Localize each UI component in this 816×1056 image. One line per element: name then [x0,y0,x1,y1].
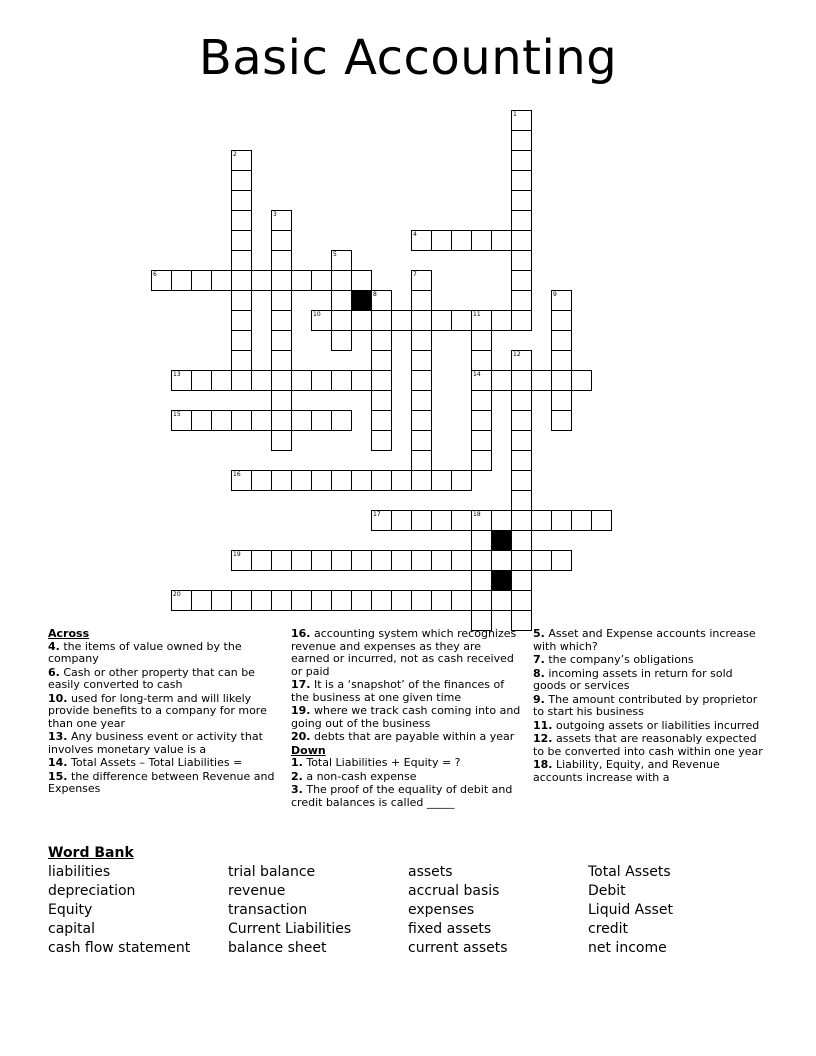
clue-item [291,757,523,770]
word-bank-column [588,863,768,958]
crossword-cell[interactable] [331,410,352,431]
crossword-cell[interactable] [411,350,432,371]
crossword-cell[interactable] [171,270,192,291]
crossword-cell[interactable] [551,310,572,331]
crossword-cell[interactable] [511,370,532,391]
crossword-cell[interactable] [411,330,432,351]
crossword-cell[interactable] [511,150,532,171]
crossword-cell[interactable] [311,550,332,571]
crossword-cell[interactable] [411,270,432,291]
clue-text: debts that are payable within a year [314,730,515,743]
crossword-cell[interactable] [271,330,292,351]
crossword-cell[interactable] [231,170,252,191]
down-header: Down [291,743,326,757]
crossword-cell[interactable] [211,370,232,391]
crossword-cell[interactable] [251,270,272,291]
clue-number: 13 [173,371,181,378]
crossword-cell[interactable] [511,430,532,451]
crossword-cell[interactable] [571,370,592,391]
crossword-cell[interactable] [291,370,312,391]
crossword-cell[interactable] [251,590,272,611]
crossword-cell[interactable] [211,590,232,611]
clue-text: Any business event or activity that involves monetary value is a [48,730,263,756]
word-bank-item: balance sheet [228,940,327,956]
crossword-cell[interactable] [351,550,372,571]
crossword-cell[interactable] [271,470,292,491]
crossword-cell[interactable] [391,550,412,571]
clue-item [291,731,523,744]
crossword-cell[interactable] [491,510,512,531]
crossword-cell[interactable] [311,370,332,391]
crossword-cell[interactable] [451,230,472,251]
crossword-cell[interactable] [511,390,532,411]
crossword-cell[interactable] [511,450,532,471]
crossword-cell[interactable] [471,230,492,251]
crossword-cell[interactable] [471,390,492,411]
crossword-cell[interactable] [231,150,252,171]
crossword-cell[interactable] [271,550,292,571]
crossword-cell[interactable] [511,110,532,131]
crossword-cell[interactable] [471,550,492,571]
word-bank-item: transaction [228,902,308,918]
crossword-cell[interactable] [331,250,352,271]
clue-number: 2 [233,151,237,158]
crossword-cell[interactable] [411,430,432,451]
clue-text: the difference between Revenue and Expenses [48,769,275,795]
clue-text: the company’s obligations [548,653,694,666]
crossword-cell[interactable] [451,590,472,611]
clue-text: The amount contributed by proprietor to start his business [533,692,758,718]
crossword-cell[interactable] [511,590,532,611]
clue-item [533,668,765,693]
crossword-cell[interactable] [551,290,572,311]
crossword-cell[interactable] [431,470,452,491]
crossword-cell[interactable] [471,450,492,471]
crossword-cell[interactable] [551,370,572,391]
crossword-cell[interactable] [411,450,432,471]
crossword-cell[interactable] [371,370,392,391]
crossword-cell[interactable] [331,310,352,331]
crossword-cell[interactable] [511,570,532,591]
crossword-cell[interactable] [311,470,332,491]
crossword-cell[interactable] [151,270,172,291]
crossword-cell[interactable] [451,510,472,531]
crossword-cell[interactable] [231,410,252,431]
crossword-cell[interactable] [231,350,252,371]
crossword-cell[interactable] [231,210,252,231]
clue-number: 3 [273,211,277,218]
clue-number-label: 15. [48,769,68,783]
clue-number-label: 5. [533,627,545,640]
word-bank-item: current assets [408,940,508,956]
clue-text: The proof of the equality of debit and credit balances is called _____ [291,783,513,809]
crossword-cell[interactable] [511,130,532,151]
crossword-cell[interactable] [271,310,292,331]
crossword-cell[interactable] [231,250,252,271]
clue-item [48,667,280,692]
crossword-cell[interactable] [271,410,292,431]
word-bank-column [48,863,228,958]
clue-number-label: 14. [48,756,68,769]
crossword-cell[interactable] [411,510,432,531]
crossword-cell[interactable] [371,290,392,311]
crossword-cell[interactable] [511,170,532,191]
clue-number-label: 7. [533,653,545,666]
crossword-cell[interactable] [291,590,312,611]
clue-number: 16 [233,471,241,478]
crossword-cell[interactable] [271,390,292,411]
clue-text: assets that are reasonably expected to be converted into cash within one year [533,732,763,758]
clue-text: the items of value owned by the company [48,639,242,665]
clue-number-label: 3. [291,783,303,796]
crossword-cell[interactable] [311,310,332,331]
crossword-cell[interactable] [511,250,532,271]
crossword-cell[interactable] [251,550,272,571]
crossword-cell[interactable] [471,330,492,351]
crossword-cell[interactable] [471,510,492,531]
crossword-cell[interactable] [431,590,452,611]
crossword-cell[interactable] [231,470,252,491]
clue-text: incoming assets in return for sold goods or services [533,666,733,692]
crossword-cell[interactable] [511,230,532,251]
crossword-cell[interactable] [471,370,492,391]
crossword-cell[interactable] [311,590,332,611]
crossword-cell[interactable] [511,350,532,371]
clue-text: a non-cash expense [306,769,417,783]
crossword-cell[interactable] [551,330,572,351]
clue-number-label: 16. [291,627,311,640]
crossword-cell[interactable] [411,390,432,411]
clue-text: It is a ‘snapshot’ of the finances of the business at one given time [291,678,505,704]
clue-item [533,720,765,733]
clue-number-label: 1. [291,756,303,769]
crossword-cell[interactable] [191,370,212,391]
crossword-cell[interactable] [591,510,612,531]
crossword-cell[interactable] [471,430,492,451]
crossword-cell[interactable] [471,570,492,591]
crossword-cell[interactable] [231,330,252,351]
crossword-cell[interactable] [471,530,492,551]
crossword-black-cell [491,570,512,591]
clue-text: Total Assets – Total Liabilities = [71,756,243,769]
clue-number-label: 20. [291,730,311,743]
crossword-cell[interactable] [411,370,432,391]
clue-text: used for long-term and will likely provide benefits to a company for more than one year [48,691,267,730]
crossword-cell[interactable] [271,370,292,391]
clue-number-label: 19. [291,704,311,717]
crossword-cell[interactable] [451,310,472,331]
crossword-cell[interactable] [171,370,192,391]
crossword-cell[interactable] [311,410,332,431]
crossword-cell[interactable] [551,550,572,571]
crossword-cell[interactable] [551,390,572,411]
crossword-cell[interactable] [331,590,352,611]
crossword-cell[interactable] [571,510,592,531]
crossword-cell[interactable] [191,590,212,611]
crossword-cell[interactable] [411,230,432,251]
crossword-cell[interactable] [551,410,572,431]
crossword-cell[interactable] [351,370,372,391]
clue-number-label: 4. [48,639,60,653]
crossword-cell[interactable] [371,310,392,331]
clue-item [291,705,523,730]
crossword-cell[interactable] [231,290,252,311]
clue-item [533,654,765,667]
clue-number: 1 [513,111,517,118]
clue-item [291,628,523,678]
crossword-cell[interactable] [471,350,492,371]
clues-column-3 [533,628,765,785]
clue-number: 14 [473,371,481,378]
clue-item [48,771,280,796]
crossword-cell[interactable] [491,590,512,611]
clue-item [533,694,765,719]
word-bank-item: credit [588,921,629,937]
clue-number-label: 12. [533,732,553,745]
crossword-cell[interactable] [271,250,292,271]
clue-number: 11 [473,311,481,318]
clue-text: Liability, Equity, and Revenue accounts increase with a [533,758,720,784]
crossword-cell[interactable] [431,230,452,251]
crossword-cell[interactable] [331,550,352,571]
clue-number-label: 9. [533,692,545,706]
crossword-cell[interactable] [551,510,572,531]
crossword-cell[interactable] [271,270,292,291]
clue-text: Cash or other property that can be easily converted to cash [48,665,255,691]
crossword-cell[interactable] [411,410,432,431]
crossword-cell[interactable] [371,550,392,571]
crossword-cell[interactable] [251,470,272,491]
clue-text: Total Liabilities + Equity = ? [306,756,461,769]
word-bank-item: Debit [588,883,626,899]
crossword-cell[interactable] [511,490,532,511]
clue-item [291,771,523,784]
clue-text: Asset and Expense accounts increase with which? [533,627,756,653]
crossword-cell[interactable] [271,590,292,611]
crossword-cell[interactable] [391,510,412,531]
crossword-cell[interactable] [371,410,392,431]
crossword-cell[interactable] [391,310,412,331]
across-header: Across [48,627,90,640]
clue-number: 5 [333,251,337,258]
clue-number: 8 [373,291,377,298]
clue-text: where we track cash coming into and going out of the business [291,704,521,730]
word-bank-item: Current Liabilities [228,921,352,937]
clue-number-label: 11. [533,718,553,732]
clue-item [48,693,280,731]
crossword-cell[interactable] [231,370,252,391]
crossword-cell[interactable] [371,590,392,611]
crossword-cell[interactable] [431,510,452,531]
crossword-cell[interactable] [271,290,292,311]
crossword-cell[interactable] [231,270,252,291]
crossword-cell[interactable] [511,530,532,551]
crossword-cell[interactable] [491,230,512,251]
word-bank-title: Word Bank [48,845,134,861]
word-bank-item: liabilities [48,864,111,880]
crossword-cell[interactable] [511,510,532,531]
crossword-cell[interactable] [511,410,532,431]
clue-number: 18 [473,511,481,518]
word-bank-item: cash flow statement [48,940,191,956]
crossword-cell[interactable] [491,310,512,331]
word-bank-column [408,863,588,958]
crossword-cell[interactable] [171,590,192,611]
crossword-cell[interactable] [291,550,312,571]
crossword-cell[interactable] [471,310,492,331]
clues-column-2 [291,628,523,810]
crossword-cell[interactable] [411,590,432,611]
crossword-cell[interactable] [311,270,332,291]
word-bank-item: revenue [228,883,286,899]
word-bank-item: fixed assets [408,921,492,937]
crossword-cell[interactable] [231,230,252,251]
crossword-cell[interactable] [471,410,492,431]
crossword-cell[interactable] [191,410,212,431]
crossword-cell[interactable] [331,290,352,311]
crossword-black-cell [491,530,512,551]
crossword-cell[interactable] [471,590,492,611]
crossword-cell[interactable] [351,270,372,291]
crossword-cell[interactable] [371,470,392,491]
crossword-cell[interactable] [511,550,532,571]
crossword-cell[interactable] [331,270,352,291]
crossword-cell[interactable] [351,590,372,611]
crossword-cell[interactable] [391,470,412,491]
crossword-cell[interactable] [451,550,472,571]
crossword-cell[interactable] [271,230,292,251]
crossword-cell[interactable] [231,590,252,611]
crossword-cell[interactable] [271,210,292,231]
clue-number-label: 2. [291,769,303,783]
word-bank-item: depreciation [48,883,136,899]
crossword-cell[interactable] [371,390,392,411]
page-title: Basic Accounting [198,30,618,86]
word-bank-item: net income [588,940,667,956]
clue-number: 20 [173,591,181,598]
crossword-cell[interactable] [351,470,372,491]
crossword-cell[interactable] [491,550,512,571]
clue-number: 7 [413,271,417,278]
crossword-cell[interactable] [331,370,352,391]
clue-item [48,731,280,756]
clue-item [533,733,765,758]
clue-number: 17 [373,511,381,518]
crossword-cell[interactable] [531,550,552,571]
clue-number-label: 6. [48,665,60,679]
crossword-cell[interactable] [511,290,532,311]
clue-number: 9 [553,291,557,298]
crossword-cell[interactable] [531,510,552,531]
crossword-cell[interactable] [171,410,192,431]
clue-number: 4 [413,231,417,238]
crossword-cell[interactable] [451,470,472,491]
crossword-cell[interactable] [351,310,372,331]
crossword-cell[interactable] [371,350,392,371]
crossword-cell[interactable] [511,270,532,291]
crossword-cell[interactable] [211,270,232,291]
crossword-cell[interactable] [251,370,272,391]
word-bank-column [228,863,408,958]
crossword-cell[interactable] [411,310,432,331]
word-bank-item: trial balance [228,864,316,880]
clue-text: outgoing assets or liabilities incurred [556,718,760,732]
crossword-cell[interactable] [291,410,312,431]
crossword-cell[interactable] [431,550,452,571]
clue-item [533,759,765,784]
clue-number-label: 17. [291,678,311,691]
word-bank-item: Total Assets [588,864,671,880]
crossword-cell[interactable] [271,350,292,371]
clue-number: 10 [313,311,321,318]
crossword-cell[interactable] [371,510,392,531]
clue-number: 12 [513,351,521,358]
crossword-cell[interactable] [411,290,432,311]
crossword-cell[interactable] [271,430,292,451]
clue-number: 15 [173,411,181,418]
crossword-cell[interactable] [531,370,552,391]
word-bank-item: Liquid Asset [588,902,673,918]
clue-number-label: 18. [533,758,553,771]
crossword-cell[interactable] [511,470,532,491]
crossword-cell[interactable] [511,210,532,231]
clue-number-label: 8. [533,666,545,680]
crossword-cell[interactable] [231,310,252,331]
crossword-cell[interactable] [371,330,392,351]
clue-item [291,679,523,704]
crossword-cell[interactable] [511,310,532,331]
clue-number-label: 10. [48,691,68,705]
crossword-cell[interactable] [291,470,312,491]
word-bank-item: capital [48,921,96,937]
crossword-cell[interactable] [371,430,392,451]
clue-number: 19 [233,551,241,558]
crossword-cell[interactable] [511,190,532,211]
clue-item [48,757,280,770]
clue-item [533,628,765,653]
crossword-cell[interactable] [211,410,232,431]
word-bank-item: expenses [408,902,475,918]
crossword-cell[interactable] [411,550,432,571]
crossword-cell[interactable] [191,270,212,291]
crossword-cell[interactable] [431,310,452,331]
clue-number-label: 13. [48,730,68,743]
crossword-cell[interactable] [231,550,252,571]
word-bank-item: accrual basis [408,883,500,899]
crossword-cell[interactable] [291,270,312,291]
clue-number: 6 [153,271,157,278]
clue-item [291,784,523,809]
crossword-cell[interactable] [331,330,352,351]
clue-text: accounting system which recognizes revenue and expenses as they are earned or incurred, not as cash received or paid [291,627,517,678]
crossword-cell[interactable] [411,470,432,491]
clues-column-1 [48,628,280,797]
crossword-black-cell [351,290,372,311]
crossword-cell[interactable] [231,190,252,211]
word-bank-item: Equity [48,902,93,918]
crossword-cell[interactable] [491,370,512,391]
crossword-cell[interactable] [551,350,572,371]
word-bank-item: assets [408,864,453,880]
crossword-cell[interactable] [391,590,412,611]
crossword-cell[interactable] [251,410,272,431]
crossword-cell[interactable] [331,470,352,491]
clue-item [48,641,280,666]
